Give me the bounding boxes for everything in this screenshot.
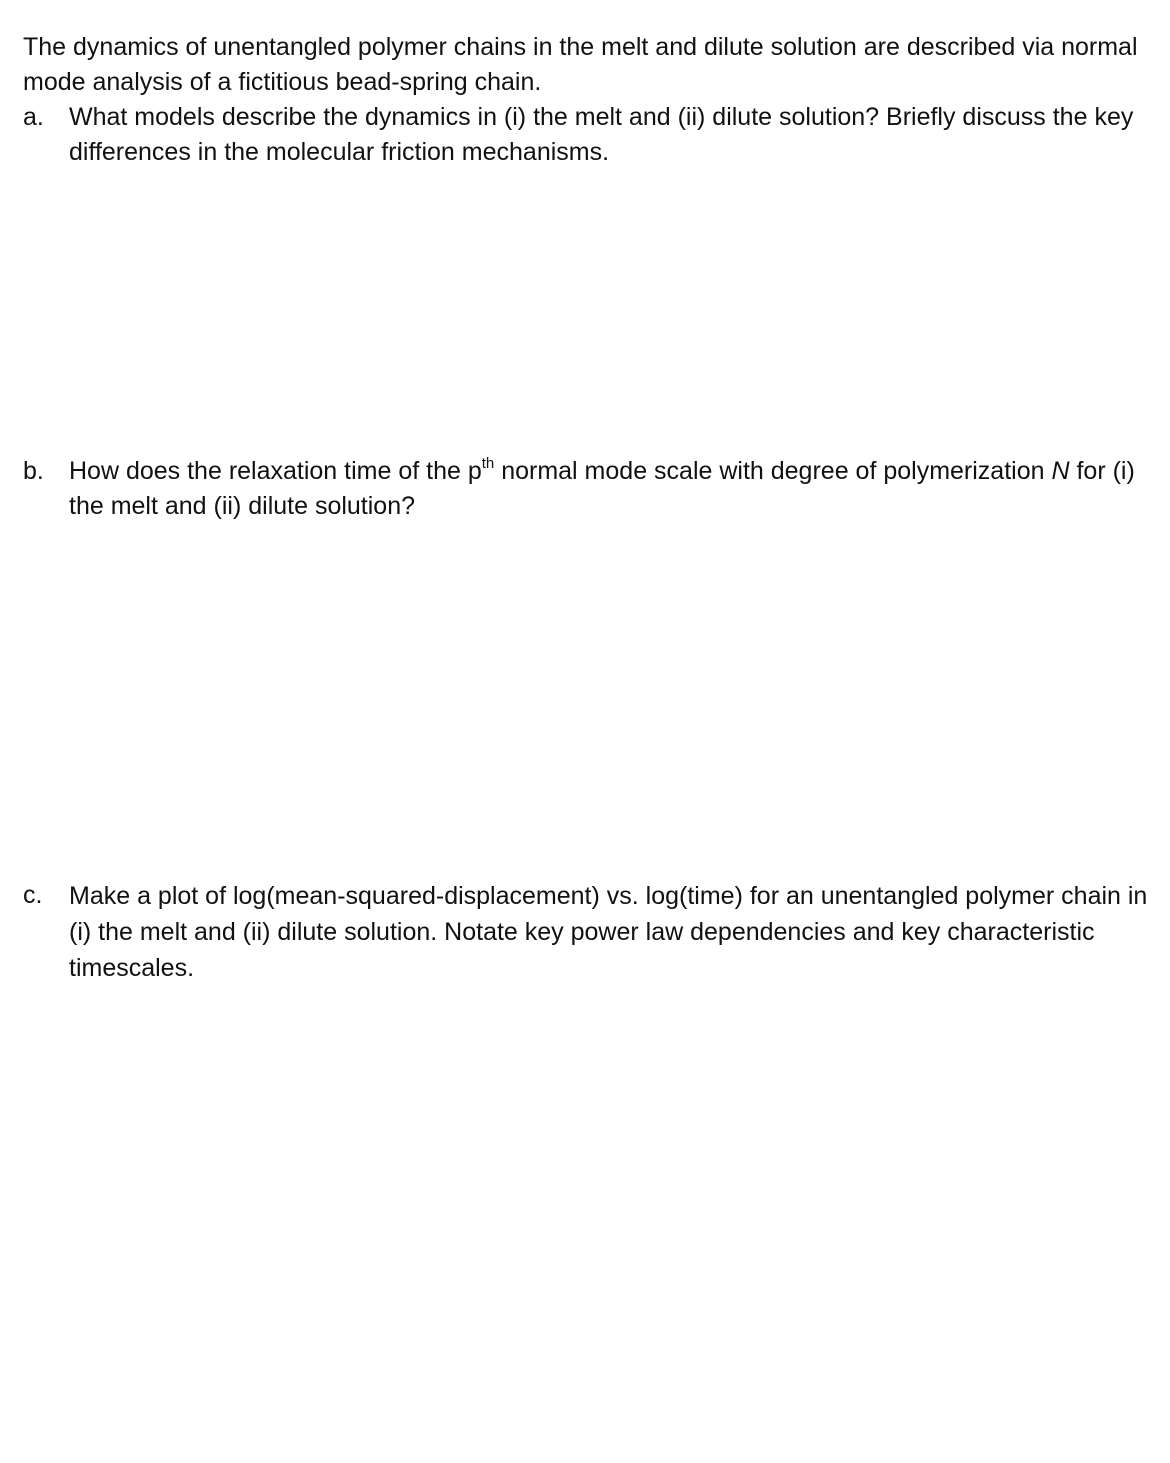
question-b-letter: b. (23, 457, 44, 485)
answer-space-c[interactable] (23, 995, 1143, 1435)
question-a-text: What models describe the dynamics in (i) the melt and (ii) dilute solution? Briefly discuss the key differences in the molecular friction mechanisms. (69, 103, 1134, 166)
answer-space-a[interactable] (23, 180, 1143, 440)
question-b-text-before: How does the relaxation time of the p (69, 457, 482, 485)
question-c-text: Make a plot of log(mean-squared-displacement) vs. log(time) for an unentangled polymer chain in (i) the melt and (ii) dilute solution. Notate key power law dependencies and key characteristic timescales. (69, 882, 1148, 982)
question-a-letter: a. (23, 103, 44, 131)
question-b-superscript: th (481, 454, 495, 472)
question-b-variable: N (1051, 457, 1070, 485)
question-b-text-after: for (i) the melt and (ii) dilute solution? (69, 457, 1135, 520)
question-c (23, 878, 1168, 986)
question-c-letter: c. (23, 881, 43, 909)
intro-paragraph: The dynamics of unentangled polymer chains in the melt and dilute solution are described via normal mode analysis of a fictitious bead-spring chain. (23, 33, 1138, 96)
question-b (23, 454, 1168, 524)
question-b-text-middle: normal mode scale with degree of polymerization (494, 457, 1052, 485)
question-b-text (69, 454, 1168, 524)
answer-space-b[interactable] (23, 530, 1143, 860)
question-a (23, 100, 1168, 170)
